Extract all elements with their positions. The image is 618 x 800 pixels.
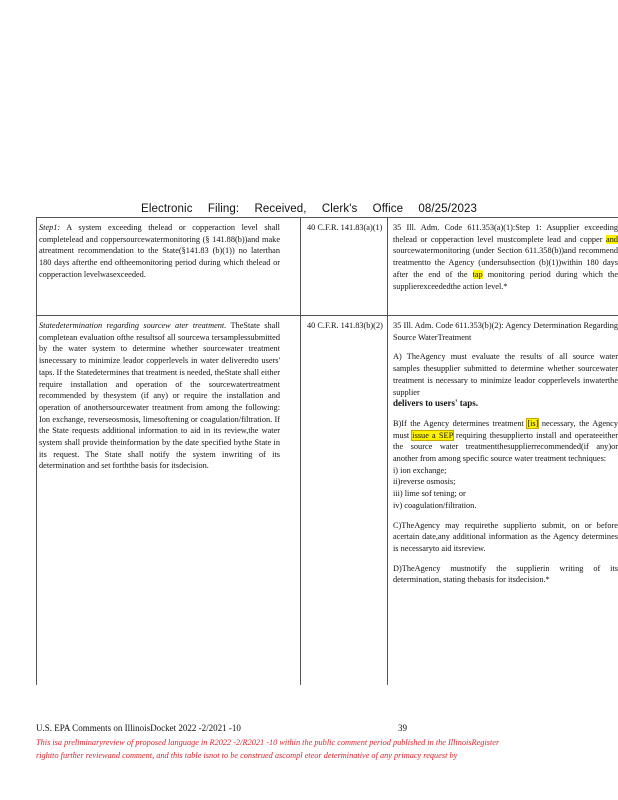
row2-state-para-d: D)TheAgency mustnotify the supplierin writing of its determination, stating thebasis for itsdecision.*: [393, 563, 618, 585]
header-office: Office: [372, 203, 404, 215]
table-top-border: [36, 217, 618, 218]
row2-state-para-b-mid: necessary, the Agency must: [393, 418, 618, 440]
footer-disclaimer: [36, 736, 618, 762]
table-column-divider-1: [300, 217, 301, 685]
row1-state-text-b: sourcewatermonitoring (under Section 611.358(b))and recommend treatmentto the Agency (undersubsection (b)(1))within 180 days after the end of the: [393, 246, 618, 279]
row2-federal-text: TheState shall completean evaluation ofthe resultsof all sourcewa tersamplessubmitted by the water system to determine whether sourcewater treatment isnecessary to minimize leador copperlevels in water deliveredto users' taps. If the Statedetermines that treatment is needed, theState shall either require installation and operation of the sourcewatertreatment recommended by thesystem (if any) or require the installation and operation of anothersourcewater treatment from among the following: Ion exchange, reverseosmosis, limesoftening or coagulation/filtration. If the State requests additional information to aid in its review,the water system shall provide theinformation by the date specified bythe State in its request. The State shall notify the system inwriting of its determination and set forththe basis for itsdecision.: [39, 321, 280, 471]
row2-federal-label: Statedetermination regarding sourcew ater treatment.: [39, 321, 227, 330]
row1-state-text-a: 35 Ill. Adm. Code 611.353(a)(1):Step 1: Asupplier exceeding thelead or copperaction level mustcomplete lead and copper: [393, 223, 618, 244]
row2-highlight-is: [is]: [527, 418, 539, 428]
row1-federal-label: Step1:: [39, 223, 61, 232]
header-date: 08/25/2023: [418, 203, 477, 215]
row2-highlight-issue-sep: issue a SEP: [412, 430, 453, 440]
row1-federal-text: A system exceeding thelead or copperaction level shall completelead and coppersourcewatermonitoring (§ 141.88(b))and make atreatment recommendation to the State(§141.83 (b)(1)) no laterthan 180 days afterthe end oftheemonitoring period during which thelead or copperaction levelwasexceeded.: [39, 223, 280, 279]
page-number: 39: [398, 723, 407, 733]
row2-state-intro: 35 Ill. Adm. Code 611.353(b)(2): Agency Determination Regarding Source WaterTreatment: [393, 321, 618, 342]
row1-highlight-and: and: [606, 234, 618, 244]
row1-highlight-tap: tap: [472, 269, 483, 279]
list-item: i) ion exchange;: [393, 465, 447, 475]
row2-state-para-b-pre: B)If the Agency determines treatment: [393, 418, 528, 428]
row2-state-para-b-post: requiring thesupplierto install and operateeither the source water treatmentthesupplierrecommended(if any)or another from among specific source water treatment techniques:: [393, 430, 618, 464]
row1-federal-cell: [39, 222, 280, 314]
table-row-divider: [36, 315, 618, 316]
row2-federal-cell: [39, 320, 280, 682]
table-column-divider-2: [387, 217, 388, 685]
header-electronic: Electronic: [141, 203, 193, 215]
list-item: iii) lime sof tening; or: [393, 489, 466, 499]
header-received: Received,: [254, 203, 307, 215]
row1-state-cell: [393, 222, 618, 314]
row2-state-para-c: C)TheAgency may requirethe supplierto submit, on or before acertain date,any additional information as the Agency determines is necessaryto aid itsreview.: [393, 520, 618, 553]
disclaimer-line-2: rightto further reviewand comment, and this table isnot to be construed ascompl eteor determinative of any primacy request by: [36, 751, 458, 760]
row1-cfr-cell: 40 C.F.R. 141.83(a)(1): [307, 223, 383, 232]
comparison-table: [36, 217, 618, 685]
table-left-border: [36, 217, 37, 685]
header-filing: Filing:: [207, 203, 240, 215]
row1-state-text-c: monitoring period during which the supplierexceededthe action level.*: [393, 269, 618, 291]
filing-stamp-header: [0, 203, 618, 215]
list-item: ii)reverse osmosis;: [393, 477, 456, 487]
footer-docket: U.S. EPA Comments on IllinoisDocket 2022 -2/2021 -10: [36, 723, 241, 733]
row2-state-cell: [393, 320, 618, 682]
row2-state-para-a-bold: delivers to users' taps.: [393, 398, 478, 409]
disclaimer-line-1: This isa preliminaryreview of proposed language in R2022 -2/R2021 -10 within the public comment period published in the IllinoisRegister: [36, 738, 500, 747]
list-item: iv) coagulation/filtration.: [393, 500, 477, 510]
header-clerks: Clerk's: [321, 203, 358, 215]
row2-state-para-a: A) TheAgency must evaluate the results of all source water samples thesupplier submitted to determine whether sourcewater treatment is necessary to minimize leador copperlevels inwaterthe supplier: [393, 352, 618, 397]
row2-cfr-cell: 40 C.F.R. 141.83(b)(2): [307, 321, 383, 330]
